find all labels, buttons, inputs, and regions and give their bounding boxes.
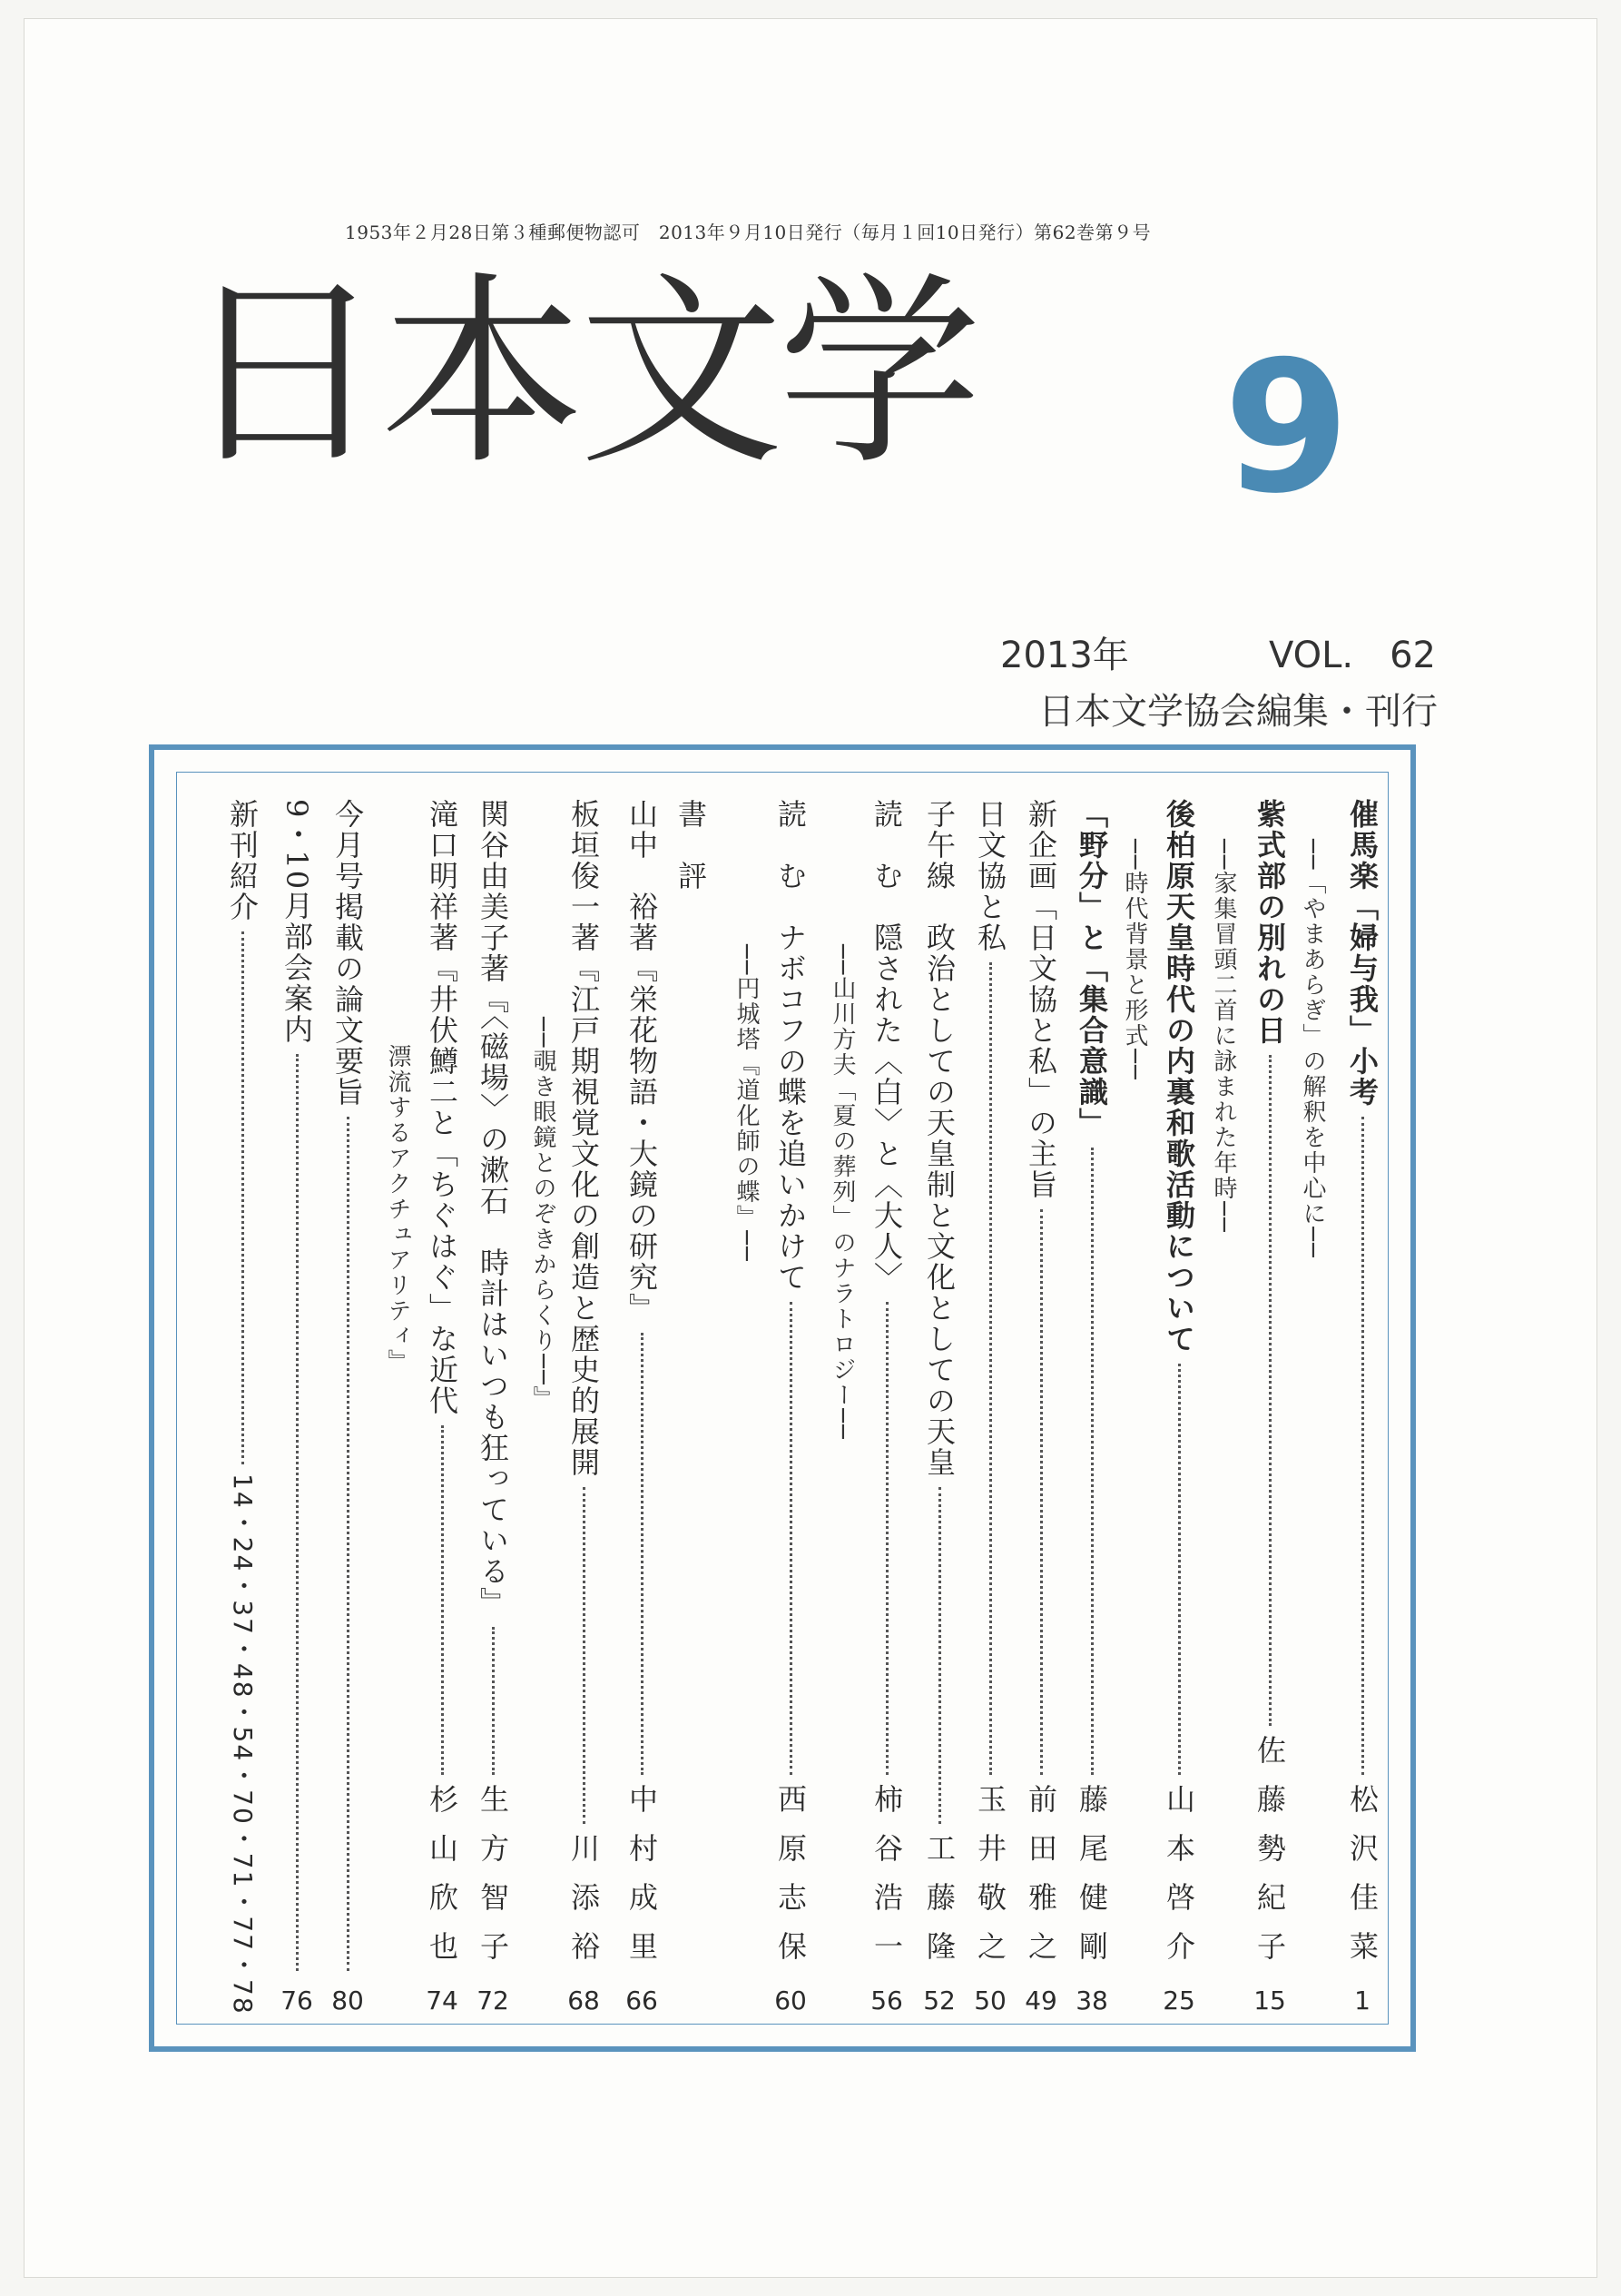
toc-pages: 14・24・37・48・54・70・71・77・78 [228, 1473, 258, 2015]
leader-dots [790, 1302, 792, 1775]
toc-section-review [670, 799, 712, 2015]
toc-entry-11[interactable] [621, 799, 663, 2015]
toc-title: 催馬楽「婦与我」小考 [1345, 799, 1380, 1108]
toc-subtitle-2 [1207, 839, 1241, 2055]
toc-subtitle: ──覗き眼鏡とのぞきからくり──』 [529, 1017, 556, 1412]
toc-title: 読 む 隠された〈白〉と〈大人〉 [869, 799, 904, 1293]
postal-notice: 1953年２月28日第３種郵便物認可 2013年９月10日発行（毎月１回10日発行）第62巻第９号 [345, 222, 1152, 243]
toc-entry-12[interactable] [563, 799, 604, 2015]
leader-dots [347, 1117, 349, 1971]
magazine-title: 日本文学 [182, 255, 977, 493]
toc-title: 9・10月部会案内 [280, 799, 314, 1046]
toc-page: 15 [1253, 1986, 1286, 2015]
toc-title: 関谷由美子著『〈磁場〉の漱石 時計はいつも狂っている』 [476, 799, 510, 1618]
toc-subtitle: ──「やまあらぎ」の解釈を中心に── [1299, 839, 1326, 1259]
leader-dots [1269, 1055, 1272, 1726]
toc-subtitle-1 [1296, 839, 1330, 2055]
leader-dots [492, 1627, 495, 1775]
toc-entry-5[interactable] [1020, 799, 1062, 2015]
toc-subtitle: ──時代背景と形式── [1121, 839, 1148, 1081]
toc-page: 52 [923, 1986, 956, 2015]
toc-author: 杉山欣也 [425, 1784, 459, 1980]
toc-author: 川添裕 [566, 1833, 601, 1980]
toc-subtitle: 漂流するアクチュアリティ』 [384, 1044, 411, 1375]
toc-title: 子午線 政治としての天皇制と文化としての天皇 [922, 799, 957, 1478]
toc-title: 今月号掲載の論文要旨 [330, 799, 365, 1108]
toc-author: 佐藤勢紀子 [1253, 1735, 1287, 1980]
toc-page: 50 [974, 1986, 1007, 2015]
toc-entry-15[interactable] [327, 799, 368, 2015]
toc-title: 板垣俊一著『江戸期視覚文化の創造と歴史的展開 [566, 799, 601, 1478]
leader-dots [938, 1487, 941, 1824]
toc-author: 松沢佳菜 [1345, 1784, 1380, 1980]
toc-page: 60 [774, 1986, 807, 2015]
toc-title: 日文協と私 [973, 799, 1007, 953]
toc-author: 中村成里 [624, 1784, 659, 1980]
toc-page: 25 [1163, 1986, 1195, 2015]
publisher: 日本文学協会編集・刊行 [1038, 691, 1438, 733]
toc-title: 後柏原天皇時代の内裏和歌活動について [1162, 799, 1196, 1355]
leader-dots [886, 1302, 889, 1775]
toc-subtitle-8 [826, 944, 860, 2161]
toc-entry-14[interactable] [421, 799, 463, 2015]
toc-page: 76 [280, 1986, 313, 2015]
leader-dots [296, 1054, 299, 1971]
toc-title: 山中 裕著『栄花物語・大鏡の研究』 [624, 799, 659, 1324]
toc-page: 72 [476, 1986, 509, 2015]
toc-title: 紫式部の別れの日 [1253, 799, 1287, 1046]
toc-author: 生方智子 [476, 1784, 510, 1980]
toc-author: 工藤隆 [922, 1833, 957, 1980]
section-heading: 書 評 [673, 799, 708, 892]
toc-title: 「野分」と「集合意識」 [1075, 799, 1109, 1138]
issue-number: 9 [1223, 322, 1351, 534]
toc-page: 1 [1354, 1986, 1370, 2015]
toc-page: 49 [1025, 1986, 1057, 2015]
leader-dots [989, 962, 992, 1775]
toc-subtitle-14 [381, 1044, 415, 2261]
toc-subtitle: ──家集冒頭二首に詠まれた年時── [1210, 839, 1237, 1234]
toc-author: 柿谷浩一 [869, 1784, 904, 1980]
toc-page: 66 [625, 1986, 658, 2015]
toc-page: 74 [426, 1986, 458, 2015]
toc-page: 38 [1076, 1986, 1108, 2015]
leader-dots [441, 1425, 444, 1775]
leader-dots [1040, 1209, 1043, 1775]
toc-entry-7[interactable] [919, 799, 960, 2015]
toc-author: 前田雅之 [1024, 1784, 1058, 1980]
toc-author: 西原志保 [773, 1784, 808, 1980]
volume: VOL. 62 [1268, 635, 1436, 676]
toc-page: 80 [331, 1986, 364, 2015]
year: 2013年 [1000, 635, 1129, 676]
leader-dots [241, 931, 244, 1464]
toc-subtitle-9 [730, 944, 763, 2161]
toc-entry-1[interactable] [1341, 799, 1383, 2015]
toc-entry-6[interactable] [969, 799, 1011, 2015]
toc-entry-4[interactable] [1071, 799, 1113, 2015]
toc-author: 藤尾健剛 [1075, 1784, 1109, 1980]
leader-dots [641, 1333, 643, 1775]
toc-subtitle: ──円城塔『道化師の蝶』── [732, 944, 760, 1263]
toc-entry-13[interactable] [472, 799, 514, 2015]
leader-dots [583, 1487, 585, 1824]
year-volume-line [1000, 626, 1436, 678]
toc-title: 新刊紹介 [225, 799, 260, 922]
toc-author: 玉井敬之 [973, 1784, 1007, 1980]
toc-entry-16[interactable] [276, 799, 318, 2015]
leader-dots [1361, 1117, 1364, 1775]
leader-dots [1091, 1148, 1094, 1775]
toc-entry-2[interactable] [1249, 799, 1291, 2015]
toc-title: 滝口明祥著『井伏鱒二と「ちぐはぐ」な近代 [425, 799, 459, 1416]
leader-dots [1178, 1364, 1181, 1775]
toc-page: 68 [567, 1986, 600, 2015]
toc-subtitle-3 [1118, 839, 1152, 2055]
toc-title: 読 む ナボコフの蝶を追いかけて [773, 799, 808, 1293]
toc-subtitle: ──山川方夫「夏の葬列」のナラトロジー── [829, 944, 856, 1441]
toc-entry-3[interactable] [1158, 799, 1200, 2015]
toc-entry-8[interactable] [866, 799, 908, 2015]
toc-title: 新企画「日文協と私」の主旨 [1024, 799, 1058, 1200]
toc-entry-17[interactable] [221, 799, 263, 2015]
toc-author: 山本啓介 [1162, 1784, 1196, 1980]
toc-subtitle-12 [526, 1017, 560, 2233]
toc-entry-9[interactable] [770, 799, 811, 2015]
toc-page: 56 [870, 1986, 903, 2015]
